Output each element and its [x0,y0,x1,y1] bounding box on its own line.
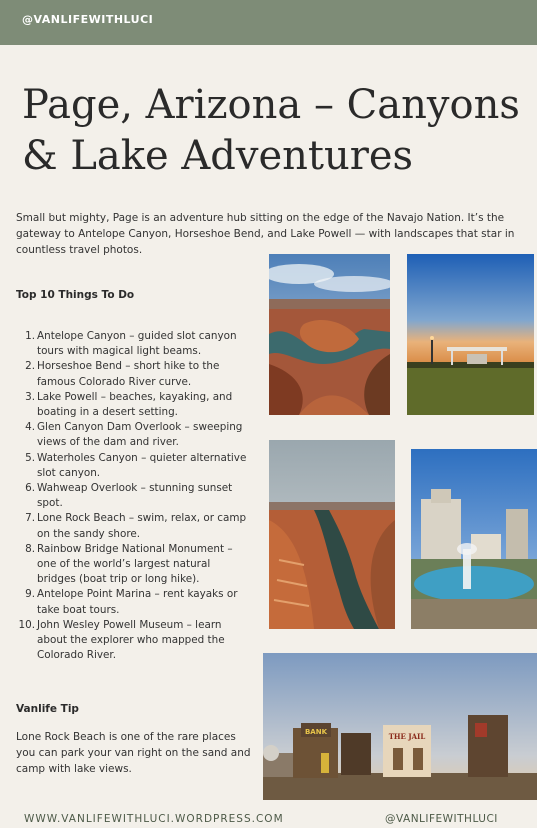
list-number: 10. [18,618,35,631]
canyon-river-photo [269,440,395,629]
things-list-item [16,511,251,541]
things-list-item [16,542,251,588]
intro-paragraph: Small but mighty, Page is an adventure hub sitting on the edge of the Navajo Nation. It’s the gateway to Antelope Canyon, Horseshoe Bend, and Lake Powell — with landscapes that star in countless travel photos. [16,212,515,256]
list-number: 3. [25,390,35,403]
list-text: Lone Rock Beach – swim, relax, or camp on the sandy shore. [37,512,247,540]
list-number: 1. [25,330,35,342]
header-handle: @VANLIFEWITHLUCI [22,13,154,26]
western-town-photo [263,653,537,800]
things-list-item [16,359,251,389]
things-list [16,329,251,663]
list-text: John Wesley Powell Museum – learn about the explorer who mapped the Colorado River. [37,618,225,662]
tip-paragraph: Lone Rock Beach is one of the rare places you can park your van right on the sand and camp with lake views. [16,731,251,775]
things-list-item [16,481,251,511]
list-number: 8. [25,542,35,555]
list-text: Lake Powell – beaches, kayaking, and boating in a desert setting. [37,390,233,419]
things-list-item [16,451,251,481]
sunset-stage-photo [407,254,534,415]
things-list-item [16,390,251,420]
list-text: Waterholes Canyon – quieter alternative slot canyon. [37,451,247,479]
jail-sign: THE JAIL [388,732,426,741]
list-text: Antelope Canyon – guided slot canyon tours with magical light beams. [37,330,237,358]
list-number: 6. [25,482,35,495]
things-list-item [16,618,251,664]
list-number: 7. [25,512,35,525]
tip-heading: Vanlife Tip [16,703,79,715]
horseshoe-bend-photo [269,254,390,415]
fountain-plaza-photo [411,449,537,629]
list-number: 2. [25,360,35,373]
list-text: Antelope Point Marina – rent kayaks or take boat tours. [37,588,238,616]
list-number: 4. [25,421,35,434]
things-list-item [16,587,251,617]
top-banner [0,0,537,45]
things-heading: Top 10 Things To Do [16,289,135,301]
list-text: Horseshoe Bend – short hike to the famous Colorado River curve. [37,360,220,388]
footer-handle: @VANLIFEWITHLUCI [385,813,498,825]
things-list-item [16,329,251,359]
page-title: Page, Arizona – Canyons & Lake Adventures [22,82,520,179]
list-number: 5. [25,451,35,464]
list-text: Wahweap Overlook – stunning sunset spot. [37,482,233,510]
list-text: Glen Canyon Dam Overlook – sweeping views of the dam and river. [37,421,243,449]
things-list-item [16,420,251,450]
list-text: Rainbow Bridge National Monument – one of the world’s largest natural bridges (boat trip or long hike). [37,542,233,586]
footer-website[interactable]: WWW.VANLIFEWITHLUCI.WORDPRESS.COM [24,813,284,825]
list-number: 9. [25,588,35,601]
bank-sign: BANK [304,728,328,736]
